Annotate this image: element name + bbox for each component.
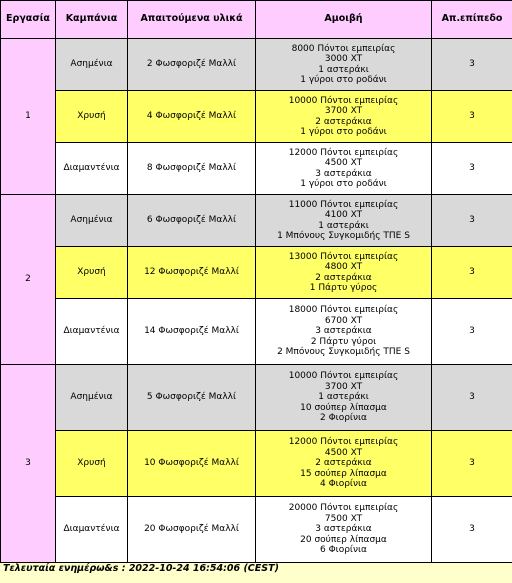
campaign-cell: Ασημένια: [56, 39, 128, 91]
reward-line: 3700 XT: [324, 381, 363, 392]
reward-line: 3 αστεράκια: [315, 326, 372, 337]
level-cell: 3: [432, 365, 512, 431]
level-cell: 3: [432, 195, 512, 247]
task-number: 2: [1, 195, 56, 365]
reward-line: 2 αστεράκια: [315, 272, 372, 283]
level-cell: 3: [432, 247, 512, 299]
materials-cell: 10 Φωσφοριζέ Μαλλί: [128, 431, 256, 497]
reward-cell: [256, 497, 432, 563]
table-row: [1, 195, 512, 247]
header-reward: Αμοιβή: [256, 1, 432, 39]
campaign-cell: Χρυσή: [56, 247, 128, 299]
reward-line: 3 αστεράκια: [315, 524, 372, 535]
table-header-row: [1, 1, 512, 39]
level-cell: 3: [432, 39, 512, 91]
reward-line: 1 αστεράκι: [318, 220, 369, 231]
reward-line: 18000 Πόντοι εμπειρίας: [288, 305, 399, 316]
reward-line: 15 σούπερ λίπασμα: [300, 468, 387, 479]
campaign-cell: Ασημένια: [56, 195, 128, 247]
reward-line: 4 Φιορίνια: [320, 479, 367, 490]
reward-line: 2 Πάρτυ γύροι: [310, 336, 377, 347]
table-row: [1, 299, 512, 365]
reward-line: 4100 XT: [324, 210, 363, 220]
reward-cell: [256, 365, 432, 431]
level-cell: 3: [432, 91, 512, 143]
reward-line: 4800 XT: [324, 262, 363, 272]
header-level: Απ.επίπεδο: [432, 1, 512, 39]
table-row: [1, 39, 512, 91]
reward-line: 1 Μπόνους Συγκομιδής ΤΠΕ S: [277, 231, 410, 241]
reward-line: 6700 XT: [324, 315, 363, 326]
campaign-cell: Διαμαντένια: [56, 497, 128, 563]
materials-cell: 4 Φωσφοριζέ Μαλλί: [128, 91, 256, 143]
reward-line: 12000 Πόντοι εμπειρίας: [288, 147, 399, 158]
reward-line: 3 αστεράκια: [315, 168, 372, 179]
table-row: [1, 247, 512, 299]
campaign-cell: Χρυσή: [56, 91, 128, 143]
materials-cell: 20 Φωσφοριζέ Μαλλί: [128, 497, 256, 563]
reward-line: 1 Πάρτυ γύρος: [309, 283, 378, 293]
reward-line: 3700 XT: [324, 106, 363, 116]
reward-line: 2 αστεράκια: [315, 458, 372, 469]
reward-line: 2 Μπόνους Συγκομιδής ΤΠΕ S: [277, 347, 410, 358]
campaign-cell: Διαμαντένια: [56, 143, 128, 195]
reward-line: 11000 Πόντοι εμπειρίας: [288, 199, 399, 210]
reward-line: 1 γύροι στο ροδάνι: [300, 127, 387, 137]
reward-line: 1 αστεράκι: [318, 64, 369, 75]
reward-line: 4500 XT: [324, 158, 363, 168]
reward-cell: [256, 247, 432, 299]
reward-line: 20 σούπερ λίπασμα: [300, 534, 387, 545]
reward-cell: [256, 299, 432, 365]
reward-line: 13000 Πόντοι εμπειρίας: [288, 251, 399, 262]
reward-line: 10 σούπερ λίπασμα: [300, 402, 387, 413]
materials-cell: 14 Φωσφοριζέ Μαλλί: [128, 299, 256, 365]
reward-cell: [256, 39, 432, 91]
header-task: Εργασία: [1, 1, 56, 39]
reward-cell: [256, 195, 432, 247]
materials-cell: 12 Φωσφοριζέ Μαλλί: [128, 247, 256, 299]
reward-cell: [256, 143, 432, 195]
level-cell: 3: [432, 431, 512, 497]
campaign-cell: Χρυσή: [56, 431, 128, 497]
reward-line: 1 αστεράκι: [318, 392, 369, 403]
reward-line: 10000 Πόντοι εμπειρίας: [288, 95, 399, 106]
reward-line: 10000 Πόντοι εμπειρίας: [288, 371, 399, 382]
table-body: [1, 39, 512, 563]
task-number: 1: [1, 39, 56, 195]
table-row: [1, 365, 512, 431]
header-campaign: Καμπάνια: [56, 1, 128, 39]
reward-line: 6 Φιορίνια: [320, 545, 367, 556]
level-cell: 3: [432, 143, 512, 195]
level-cell: 3: [432, 299, 512, 365]
campaign-cell: Ασημένια: [56, 365, 128, 431]
materials-cell: 6 Φωσφοριζέ Μαλλί: [128, 195, 256, 247]
level-cell: 3: [432, 497, 512, 563]
last-updated: Τελευταία ενημέρω&s : 2022-10-24 16:54:06 (CEST): [3, 563, 279, 574]
reward-line: 20000 Πόντοι εμπειρίας: [288, 503, 399, 514]
materials-cell: 5 Φωσφοριζέ Μαλλί: [128, 365, 256, 431]
reward-line: 1 γύροι στο ροδάνι: [300, 179, 387, 189]
reward-line: 1 γύροι στο ροδάνι: [300, 75, 387, 85]
materials-cell: 2 Φωσφοριζέ Μαλλί: [128, 39, 256, 91]
header-materials: Απαιτούμενα υλικά: [128, 1, 256, 39]
reward-line: 8000 Πόντοι εμπειρίας: [291, 43, 396, 54]
table-row: [1, 431, 512, 497]
reward-line: 2 αστεράκια: [315, 116, 372, 127]
reward-cell: [256, 91, 432, 143]
materials-cell: 8 Φωσφοριζέ Μαλλί: [128, 143, 256, 195]
table-row: [1, 143, 512, 195]
reward-line: 3000 XT: [324, 54, 363, 64]
reward-cell: [256, 431, 432, 497]
reward-line: 7500 XT: [324, 513, 363, 524]
campaign-cell: Διαμαντένια: [56, 299, 128, 365]
reward-line: 4500 XT: [324, 447, 363, 458]
task-number: 3: [1, 365, 56, 563]
table-row: [1, 91, 512, 143]
reward-line: 12000 Πόντοι εμπειρίας: [288, 437, 399, 448]
table-row: [1, 497, 512, 563]
reward-line: 2 Φιορίνια: [320, 413, 367, 424]
